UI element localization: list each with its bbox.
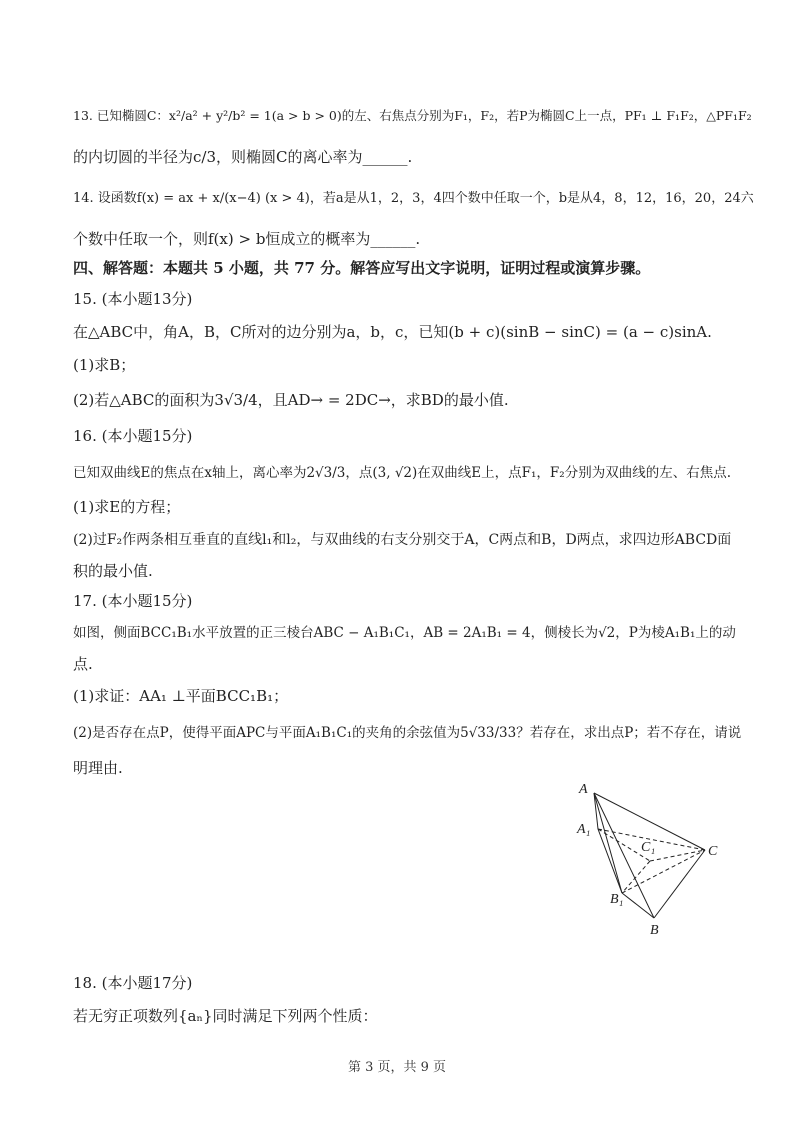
q13-line-2: 的内切圆的半径为c/3，则椭圆C的离心率为______. <box>73 148 413 166</box>
label-C: C <box>708 844 718 859</box>
q15-part-2: (2)若△ABC的面积为3√3/4，且AD→ = 2DC→，求BD的最小值. <box>73 391 509 409</box>
edge-BC <box>654 850 705 918</box>
q18-header: 18. (本小题17分) <box>73 974 193 992</box>
q16-header: 16. (本小题15分) <box>73 427 193 445</box>
label-A1: A₁ <box>577 822 591 837</box>
q17-stem-line-1: 如图，侧面BCC₁B₁水平放置的正三棱台ABC − A₁B₁C₁，AB = 2A₁B₁ = 4，侧棱长为√2，P为棱A₁B₁上的动 <box>73 625 736 641</box>
label-C1: C₁ <box>641 840 656 855</box>
q17-part-2-line-2: 明理由. <box>73 759 123 777</box>
edge-C1C <box>650 850 705 861</box>
edge-C1B1 <box>622 861 650 893</box>
q15-stem: 在△ABC中，角A，B，C所对的边分别为a，b，c，已知(b + c)(sinB − sinC) = (a − c)sinA. <box>73 323 712 341</box>
q17-stem-line-2: 点. <box>73 655 93 673</box>
section-heading: 四、解答题：本题共 5 小题，共 77 分。解答应写出文字说明，证明过程或演算步骤。 <box>73 259 651 277</box>
edge-B1C <box>622 850 705 893</box>
label-B: B <box>650 923 659 938</box>
q16-stem: 已知双曲线E的焦点在x轴上，离心率为2√3/3，点(3, √2)在双曲线E上，点F₁，F₂分别为双曲线的左、右焦点. <box>73 465 731 481</box>
edge-AB <box>594 793 654 918</box>
q18-stem: 若无穷正项数列{aₙ}同时满足下列两个性质： <box>73 1007 378 1025</box>
q16-part-2-line-2: 积的最小值. <box>73 562 153 580</box>
q15-part-1: (1)求B； <box>73 356 136 374</box>
label-B1: B₁ <box>610 892 624 907</box>
q14-line-2: 个数中任取一个，则f(x) > b恒成立的概率为______. <box>73 230 421 248</box>
q16-part-2-line-1: (2)过F₂作两条相互垂直的直线l₁和l₂，与双曲线的右支分别交于A，C两点和B，D两点，求四边形ABCD面 <box>73 532 732 548</box>
edge-B1B <box>622 893 654 918</box>
page-footer: 第 3 页，共 9 页 <box>347 1060 447 1075</box>
edge-A1B1 <box>598 829 622 893</box>
q17-part-1: (1)求证：AA₁ ⊥平面BCC₁B₁； <box>73 687 289 705</box>
q17-header: 17. (本小题15分) <box>73 592 193 610</box>
q15-header: 15. (本小题13分) <box>73 290 193 308</box>
q17-part-2-line-1: (2)是否存在点P，使得平面APC与平面A₁B₁C₁的夹角的余弦值为5√33/33？若存在，求出点P；若不存在，请说 <box>73 725 742 741</box>
label-A: A <box>579 782 588 797</box>
q14-line-1: 14. 设函数f(x) = ax + x/(x−4) (x > 4)，若a是从1，2，3，4四个数中任取一个，b是从4，8，12，16，20，24六 <box>73 191 754 206</box>
frustum-figure <box>570 775 730 940</box>
q13-line-1: 13. 已知椭圆C：x²/a² + y²/b² = 1(a > b > 0)的左、右焦点分别为F₁，F₂，若P为椭圆C上一点，PF₁ ⊥ F₁F₂，△PF₁F₂ <box>73 108 752 123</box>
q16-part-1: (1)求E的方程； <box>73 498 181 516</box>
